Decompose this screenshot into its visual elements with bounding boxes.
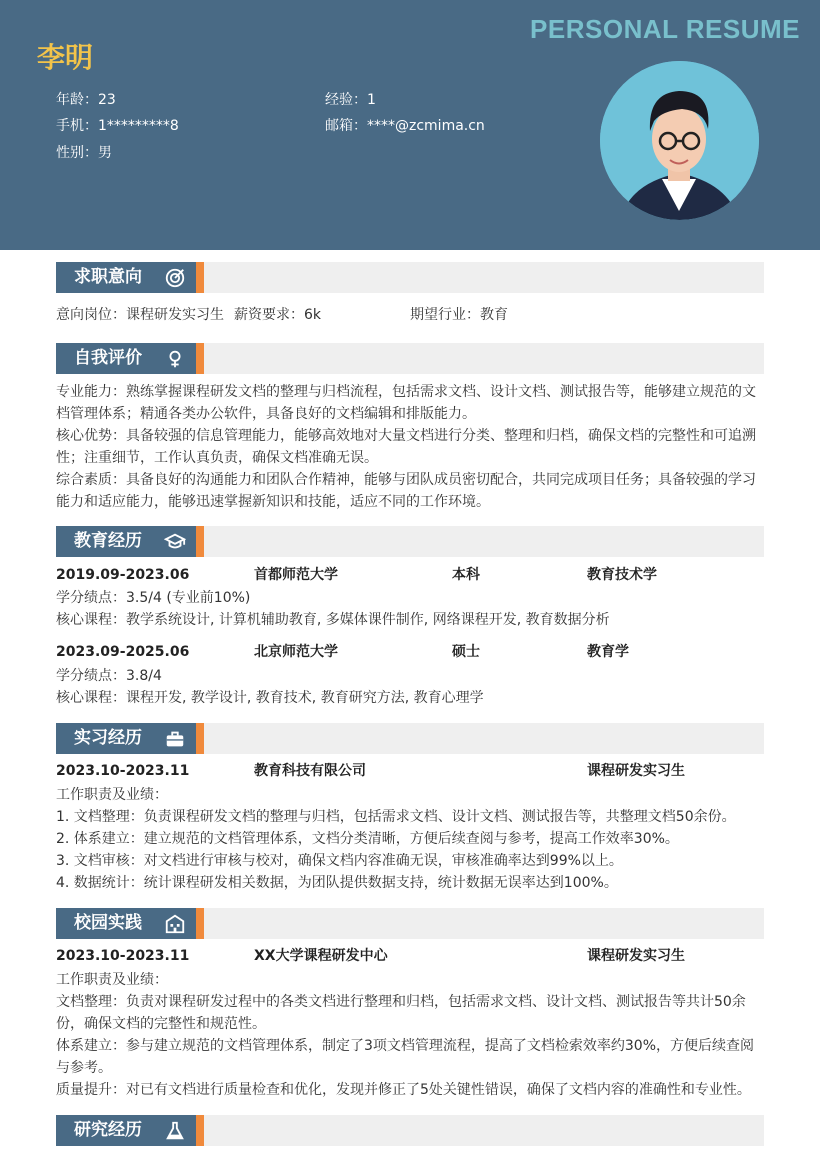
gender-field: 性别：男 <box>56 145 112 161</box>
intent-position: 意向岗位：课程研发实习生 <box>56 307 224 323</box>
section-accent <box>196 1115 204 1146</box>
intent-industry: 期望行业：教育 <box>410 307 508 323</box>
intern-heading: 工作职责及业绩： <box>56 787 168 803</box>
target-icon <box>164 267 186 289</box>
campus-heading: 工作职责及业绩： <box>56 972 168 988</box>
experience-field: 经验：1 <box>325 92 376 108</box>
intern-item: 2. 体系建立：建立规范的文档管理体系，文档分类清晰，方便后续查阅与参考，提高工作效率30%。 <box>56 831 679 847</box>
intern-role: 课程研发实习生 <box>587 763 685 779</box>
flask-icon <box>164 1120 186 1142</box>
edu-school: 北京师范大学 <box>254 644 338 660</box>
section-header-research <box>56 1115 764 1146</box>
section-header-self <box>56 343 764 374</box>
edu-major: 教育学 <box>587 644 629 660</box>
intern-item: 1. 文档整理：负责课程研发文档的整理与归档，包括需求文档、设计文档、测试报告等，共整理文档50余份。 <box>56 809 736 825</box>
section-title-research: 研究经历 <box>74 1120 142 1140</box>
campus-role: 课程研发实习生 <box>587 948 685 964</box>
self-eval-strength: 核心优势：具备较强的信息管理能力，能够高效地对大量文档进行分类、整理和归档，确保文档的完整性和可追溯性；注重细节，工作认真负责，确保文档准确无误。 <box>56 428 756 466</box>
edu-courses: 核心课程：课程开发, 教学设计, 教育技术, 教育研究方法, 教育心理学 <box>56 690 484 706</box>
campus-date: 2023.10-2023.11 <box>56 948 190 964</box>
section-accent <box>196 723 204 754</box>
intern-date: 2023.10-2023.11 <box>56 763 190 779</box>
graduation-cap-icon <box>164 531 186 553</box>
edu-school: 首都师范大学 <box>254 567 338 583</box>
phone-field: 手机：1*********8 <box>56 118 179 134</box>
edu-gpa: 学分绩点：3.8/4 <box>56 668 162 684</box>
self-eval-ability: 专业能力：熟练掌握课程研发文档的整理与归档流程，包括需求文档、设计文档、测试报告等，能够建立规范的文档管理体系；精通各类办公软件，具备良好的文档编辑和排版能力。 <box>56 384 756 422</box>
avatar <box>600 61 759 220</box>
intern-item: 4. 数据统计：统计课程研发相关数据，为团队提供数据支持，统计数据无误率达到100%。 <box>56 875 618 891</box>
briefcase-icon <box>164 728 186 750</box>
intern-item: 3. 文档审核：对文档进行审核与校对，确保文档内容准确无误，审核准确率达到99%以上。 <box>56 853 623 869</box>
section-accent <box>196 908 204 939</box>
building-icon <box>164 913 186 935</box>
age-field: 年龄：23 <box>56 92 116 108</box>
section-title-campus: 校园实践 <box>74 913 142 933</box>
self-eval-quality: 综合素质：具备良好的沟通能力和团队合作精神，能够与团队成员密切配合，共同完成项目任务；具备较强的学习能力和适应能力，能够迅速掌握新知识和技能，适应不同的工作环境。 <box>56 472 756 510</box>
section-accent <box>196 343 204 374</box>
candidate-name: 李明 <box>37 41 94 74</box>
edu-courses: 核心课程：教学系统设计, 计算机辅助教育, 多媒体课件制作, 网络课程开发, 教育数据分析 <box>56 612 610 628</box>
section-title-edu: 教育经历 <box>74 531 142 551</box>
section-accent <box>196 262 204 293</box>
intent-salary: 薪资要求：6k <box>234 307 322 323</box>
section-header-campus <box>56 908 764 939</box>
email-field: 邮箱：****@zcmima.cn <box>325 118 485 134</box>
resume-title: PERSONAL RESUME <box>530 14 800 44</box>
section-accent <box>196 526 204 557</box>
header-banner <box>0 0 820 250</box>
campus-item: 文档整理：负责对课程研发过程中的各类文档进行整理和归档，包括需求文档、设计文档、测试报告等共计50余份，确保文档的完整性和规范性。 <box>56 994 746 1032</box>
campus-org: XX大学课程研发中心 <box>254 948 388 964</box>
edu-degree: 本科 <box>452 567 480 583</box>
edu-date: 2019.09-2023.06 <box>56 567 190 583</box>
intern-company: 教育科技有限公司 <box>254 763 366 779</box>
edu-gpa: 学分绩点：3.5/4 (专业前10%) <box>56 590 251 606</box>
section-title-intent: 求职意向 <box>74 267 142 287</box>
section-title-intern: 实习经历 <box>74 728 142 748</box>
section-header-intern <box>56 723 764 754</box>
user-badge-icon <box>164 348 186 370</box>
edu-degree: 硕士 <box>452 644 480 660</box>
edu-major: 教育技术学 <box>587 567 657 583</box>
section-title-self: 自我评价 <box>74 348 142 368</box>
section-header-edu <box>56 526 764 557</box>
section-header-intent <box>56 262 764 293</box>
edu-date: 2023.09-2025.06 <box>56 644 190 660</box>
campus-item: 体系建立：参与建立规范的文档管理体系，制定了3项文档管理流程，提高了文档检索效率约30%，方便后续查阅与参考。 <box>56 1038 755 1076</box>
portrait-illustration <box>600 61 759 220</box>
campus-item: 质量提升：对已有文档进行质量检查和优化，发现并修正了5处关键性错误，确保了文档内容的准确性和专业性。 <box>56 1082 751 1098</box>
